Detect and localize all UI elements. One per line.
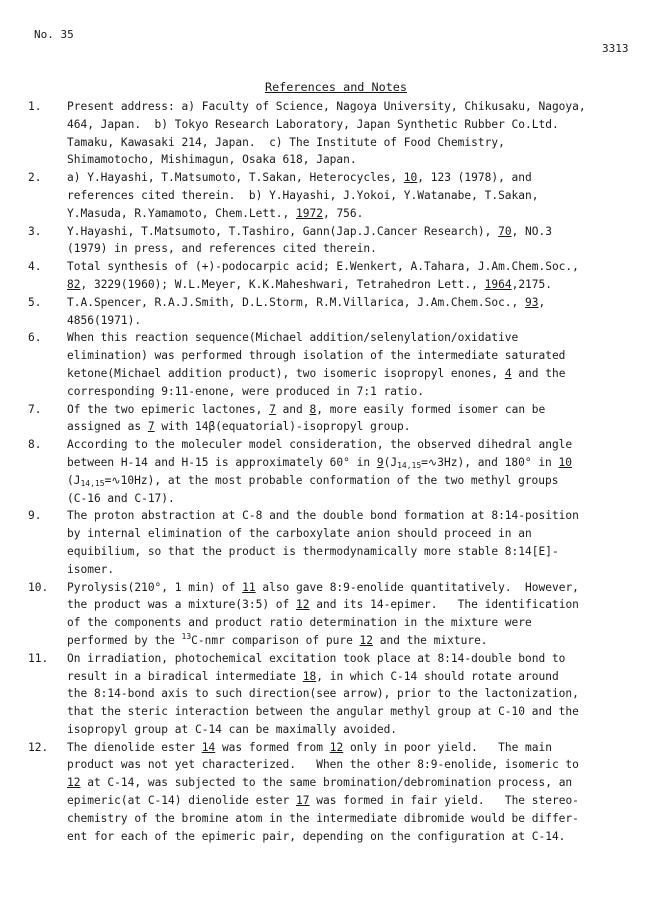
- reference-item: [0, 169, 672, 222]
- text-run: (J: [383, 455, 398, 469]
- reference-line: [67, 579, 659, 597]
- compound-number: 9: [376, 455, 384, 469]
- reference-line: [67, 810, 659, 828]
- text-run: also gave 8:9-enolide quantitatively. However,: [255, 580, 579, 594]
- text-run: , 756.: [322, 206, 364, 220]
- reference-number: 7.: [28, 402, 42, 416]
- reference-text: [67, 579, 659, 650]
- reference-line: [67, 365, 659, 383]
- text-run: the product was a mixture(3:5) of: [67, 598, 297, 612]
- compound-number: 12: [296, 598, 310, 612]
- text-run: of the components and product ratio determination in the mixture were: [67, 616, 532, 630]
- reference-line: [67, 490, 659, 508]
- reference-line: [67, 169, 659, 187]
- text-run: was formed in fair yield. The stereo-: [309, 794, 579, 808]
- text-run: ketone(Michael addition product), two isomeric isopropyl enones,: [67, 366, 505, 380]
- compound-number: 82: [67, 277, 81, 291]
- reference-text: [67, 169, 659, 222]
- reference-line: [67, 668, 659, 686]
- reference-number: 11.: [28, 651, 49, 665]
- reference-number: 1.: [28, 100, 42, 113]
- text-run: The proton abstraction at C-8 and the double bond formation at 8:14-position: [67, 509, 579, 523]
- reference-line: [67, 401, 659, 419]
- reference-text: [67, 739, 659, 846]
- reference-line: [67, 98, 659, 116]
- reference-line: [67, 756, 659, 774]
- text-run: the 8:14-bond axis to such direction(see arrow), prior to the lactonization,: [67, 687, 579, 701]
- compound-number: 10: [403, 171, 418, 185]
- compound-number: 12: [329, 740, 344, 754]
- compound-number: 1964: [484, 277, 512, 291]
- reference-number: 10.: [28, 580, 49, 594]
- reference-line: [67, 151, 659, 169]
- text-run: epimeric(at C-14) dienolide ester: [67, 794, 297, 808]
- text-run: assigned as: [67, 420, 148, 434]
- reference-line: [67, 418, 659, 436]
- text-run: only in poor yield. The main: [343, 740, 553, 754]
- reference-item: [0, 739, 672, 846]
- reference-text: [67, 436, 659, 507]
- text-run: by internal elimination of the carboxylate anion should proceed in an: [67, 527, 532, 541]
- reference-line: [67, 116, 659, 134]
- reference-line: [67, 223, 659, 241]
- reference-line: [67, 543, 659, 561]
- text-run: Tamaku, Kawasaki 214, Japan. c) The Institute of Food Chemistry,: [67, 135, 505, 149]
- text-run: T.A.Spencer, R.A.J.Smith, D.L.Storm, R.M.Villarica, J.Am.Chem.Soc.,: [67, 295, 526, 309]
- page-number: 3313: [602, 42, 629, 55]
- text-run: Y.Masuda, R.Yamamoto, Chem.Lett.,: [67, 206, 297, 220]
- reference-text: [67, 329, 659, 400]
- references-list: [0, 98, 672, 845]
- text-run: C-nmr comparison of pure: [191, 633, 360, 647]
- compound-number: 14: [201, 740, 216, 754]
- text-run: references cited therein. b) Y.Hayashi, J.Yokoi, Y.Watanabe, T.Sakan,: [67, 188, 539, 202]
- reference-line: [67, 774, 659, 792]
- text-run: =∿10Hz), at the most probable conformation of the two methyl groups: [104, 473, 559, 487]
- text-run: isopropyl group at C-14 can be maximally avoided.: [67, 722, 398, 736]
- reference-line: [67, 792, 659, 810]
- reference-number: 6.: [28, 331, 42, 345]
- text-run: , 123 (1978), and: [417, 171, 532, 185]
- text-run: ,2175.: [511, 277, 552, 291]
- text-run: equibilium, so that the product is thermodynamically more stable 8:14[E]-: [67, 544, 559, 558]
- reference-line: [67, 454, 659, 472]
- reference-item: [0, 401, 672, 437]
- reference-item: [0, 507, 672, 578]
- reference-line: [67, 703, 659, 721]
- text-run: and the mixture.: [373, 633, 488, 647]
- text-run: elimination) was performed through isolation of the intermediate saturated: [67, 349, 566, 363]
- reference-line: [67, 472, 659, 490]
- text-run: and its 14-epimer. The identification: [309, 598, 579, 612]
- reference-text: [67, 223, 659, 259]
- text-run: with 14β(equatorial)-isopropyl group.: [154, 420, 411, 434]
- reference-item: [0, 258, 672, 294]
- text-run: isomer.: [67, 562, 115, 576]
- reference-line: [67, 258, 659, 276]
- compound-number: 12: [359, 633, 374, 647]
- reference-line: [67, 347, 659, 365]
- reference-text: [67, 401, 659, 437]
- text-run: Y.Hayashi, T.Matsumoto, T.Tashiro, Gann(Jap.J.Cancer Research),: [67, 224, 499, 238]
- reference-number: 9.: [28, 509, 42, 523]
- reference-item: [0, 650, 672, 739]
- reference-line: [67, 739, 659, 757]
- reference-text: [67, 650, 659, 739]
- reference-line: [67, 525, 659, 543]
- text-run: 464, Japan. b) Tokyo Research Laboratory, Japan Synthetic Rubber Co.Ltd.: [67, 117, 559, 131]
- compound-number: 1972: [296, 206, 323, 220]
- text-run: , more easily formed isomer can be: [316, 402, 546, 416]
- text-run: at C-14, was subjected to the same bromination/debromination process, an: [80, 776, 573, 790]
- reference-number: 2.: [28, 171, 42, 185]
- text-run: ent for each of the epimeric pair, depending on the configuration at C-14.: [67, 829, 566, 843]
- text-run: Of the two epimeric lactones,: [67, 402, 270, 416]
- reference-text: [67, 258, 659, 294]
- reference-line: [67, 294, 659, 312]
- reference-line: [67, 276, 659, 294]
- subscript: 14,15: [80, 478, 105, 488]
- reference-line: [67, 240, 659, 258]
- reference-number: 3.: [28, 224, 42, 238]
- text-run: Present address: a) Faculty of Science, Nagoya University, Chikusaku, Nagoya,: [67, 100, 586, 113]
- text-run: a) Y.Hayashi, T.Matsumoto, T.Sakan, Heterocycles,: [67, 171, 404, 185]
- text-run: 4856(1971).: [67, 313, 142, 327]
- reference-line: [67, 507, 659, 525]
- text-run: When this reaction sequence(Michael addition/selenylation/oxidative: [67, 331, 519, 345]
- text-run: and the: [511, 366, 566, 380]
- text-run: that the steric interaction between the angular methyl group at C-10 and the: [67, 705, 579, 719]
- reference-line: [67, 383, 659, 401]
- text-run: On irradiation, photochemical excitation took place at 8:14-double bond to: [67, 651, 566, 665]
- reference-text: [67, 294, 659, 330]
- compound-number: 11: [242, 580, 256, 594]
- reference-number: 12.: [28, 740, 49, 754]
- text-run: Pyrolysis(210°, 1 min) of: [67, 580, 243, 594]
- text-run: and: [275, 402, 310, 416]
- text-run: , NO.3: [511, 224, 552, 238]
- text-run: corresponding 9:11-enone, were produced in 7:1 ratio.: [67, 384, 424, 398]
- reference-line: [67, 205, 659, 223]
- journal-issue-number: No. 35: [34, 28, 74, 41]
- text-run: chemistry of the bromine atom in the intermediate dibromide would be differ-: [67, 811, 579, 825]
- text-run: (C-16 and C-17).: [67, 491, 175, 505]
- compound-number: 70: [498, 224, 512, 238]
- text-run: ,: [538, 295, 546, 309]
- subscript: 14,15: [397, 460, 422, 470]
- reference-line: [67, 561, 659, 579]
- text-run: According to the moleculer model consideration, the observed dihedral angle: [67, 438, 573, 452]
- compound-number: 12: [67, 776, 81, 790]
- reference-line: [67, 650, 659, 668]
- reference-item: [0, 436, 672, 507]
- text-run: was formed from: [215, 740, 330, 754]
- text-run: performed by the: [67, 633, 182, 647]
- text-run: Shimamotocho, Mishimagun, Osaka 618, Japan.: [67, 153, 357, 167]
- compound-number: 7: [269, 402, 276, 416]
- reference-number: 4.: [28, 260, 42, 274]
- text-run: The dienolide ester: [67, 740, 202, 754]
- reference-line: [67, 685, 659, 703]
- text-run: , in which C-14 should rotate around: [316, 669, 559, 683]
- reference-line: [67, 721, 659, 739]
- reference-item: [0, 294, 672, 330]
- text-run: (J: [67, 473, 81, 487]
- reference-item: [0, 579, 672, 650]
- reference-line: [67, 632, 659, 650]
- compound-number: 18: [302, 669, 317, 683]
- section-title: References and Notes: [264, 80, 408, 94]
- text-run: product was not yet characterized. When the other 8:9-enolide, isomeric to: [67, 758, 579, 772]
- superscript: 13: [181, 631, 192, 641]
- reference-line: [67, 329, 659, 347]
- reference-line: [67, 134, 659, 152]
- reference-line: [67, 828, 659, 846]
- reference-item: [0, 223, 672, 259]
- compound-number: 17: [296, 794, 310, 808]
- text-run: Total synthesis of (+)-podocarpic acid; E.Wenkert, A.Tahara, J.Am.Chem.Soc.,: [67, 260, 579, 274]
- text-run: , 3229(1960); W.L.Meyer, K.K.Maheshwari, Tetrahedron Lett.,: [80, 277, 485, 291]
- reference-number: 5.: [28, 295, 42, 309]
- reference-text: [67, 507, 659, 578]
- text-run: =∿3Hz), and 180° in: [421, 455, 559, 469]
- text-run: (1979) in press, and references cited therein.: [67, 242, 377, 256]
- reference-line: [67, 596, 659, 614]
- text-run: between H-14 and H-15 is approximately 60° in: [67, 455, 377, 469]
- compound-number: 93: [525, 295, 539, 309]
- reference-item: [0, 329, 672, 400]
- compound-number: 7: [147, 420, 155, 434]
- reference-item: [0, 98, 672, 169]
- reference-line: [67, 187, 659, 205]
- reference-line: [67, 436, 659, 454]
- reference-text: [67, 98, 659, 169]
- compound-number: 4: [504, 366, 512, 380]
- reference-line: [67, 312, 659, 330]
- compound-number: 10: [558, 455, 573, 469]
- compound-number: 8: [309, 402, 317, 416]
- reference-line: [67, 614, 659, 632]
- reference-number: 8.: [28, 438, 42, 452]
- text-run: result in a biradical intermediate: [67, 669, 303, 683]
